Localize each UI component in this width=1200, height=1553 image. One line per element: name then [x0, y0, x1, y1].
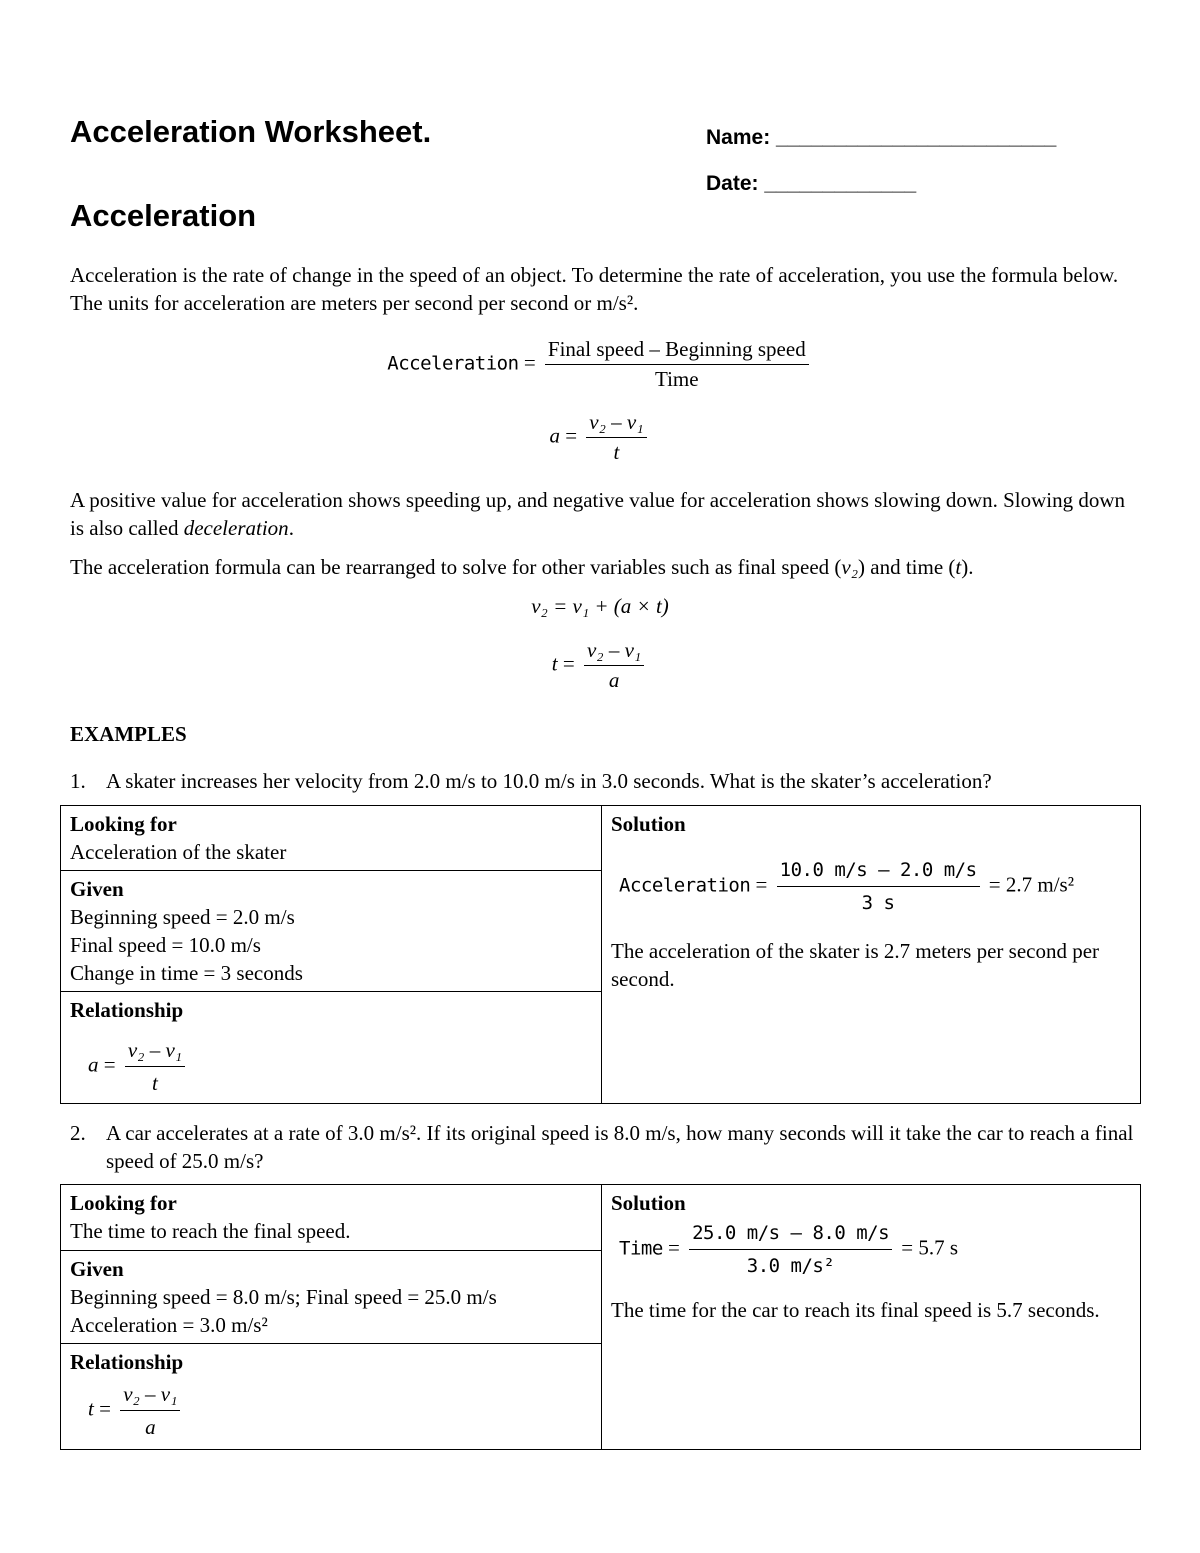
v2-formula: v₂ = v₁ + (a × t)	[531, 594, 669, 618]
example-1-table	[60, 805, 1141, 1104]
example-2-solution-equation	[619, 1219, 1131, 1280]
example-2-looking-for	[61, 1185, 602, 1251]
relationship-numerator: v₂ – v₁	[125, 1036, 185, 1067]
looking-for-value: Acceleration of the skater	[70, 840, 287, 864]
t-formula-numerator: v₂ – v₁	[584, 638, 644, 666]
given-line: Final speed = 10.0 m/s	[70, 933, 261, 957]
t-formula-lhs: t	[551, 651, 558, 676]
sign-text: A positive value for acceleration shows speeding up, and negative value for acceleration shows slowing down. Slowing down is also called	[70, 488, 1125, 540]
rearranged-text-2: ) and time (	[858, 555, 956, 579]
example-1-question	[70, 767, 1140, 795]
example-2-question	[70, 1119, 1166, 1175]
solution-eq-sign: =	[668, 1235, 680, 1260]
given-label: Given	[70, 1257, 124, 1281]
solution-fraction	[689, 1219, 892, 1280]
rearranged-text-1: The acceleration formula can be rearranged to solve for other variables such as final speed (	[70, 555, 842, 579]
name-field[interactable]	[706, 126, 1056, 150]
rearranged-paragraph	[70, 553, 1140, 581]
example-2-table	[60, 1184, 1141, 1450]
relationship-denominator: a	[145, 1415, 156, 1439]
example-2-text: A car accelerates at a rate of 3.0 m/s². If its original speed is 8.0 m/s, how many seconds will it take the car to reach a final speed of 25.0 m/s?	[106, 1121, 1134, 1173]
solution-numerator: 10.0 m/s – 2.0 m/s	[777, 856, 980, 887]
symbol-formula-fraction	[586, 410, 646, 465]
section-heading: Acceleration	[70, 198, 257, 233]
t-formula	[0, 638, 1200, 693]
example-1-relationship	[61, 992, 602, 1104]
relationship-label: Relationship	[70, 998, 184, 1022]
example-2-relationship	[61, 1344, 602, 1450]
relationship-denominator: t	[152, 1071, 158, 1095]
relationship-lhs: t	[88, 1396, 94, 1421]
example-2-solution	[602, 1185, 1141, 1450]
solution-eq-sign: =	[755, 872, 768, 897]
looking-for-label: Looking for	[70, 1191, 177, 1215]
word-formula-eq: =	[523, 350, 536, 375]
symbol-formula	[0, 410, 1200, 465]
solution-label: Solution	[611, 1191, 686, 1215]
looking-for-value: The time to reach the final speed.	[70, 1219, 351, 1243]
word-formula-numerator: Final speed – Beginning speed	[545, 337, 809, 365]
t-formula-denominator: a	[608, 668, 620, 692]
given-line: Acceleration = 3.0 m/s²	[70, 1313, 268, 1337]
t-formula-eq: =	[562, 651, 575, 676]
relationship-label: Relationship	[70, 1350, 184, 1374]
symbol-formula-eq: =	[565, 423, 578, 448]
word-formula	[0, 337, 1200, 392]
name-label: Name:	[706, 126, 771, 149]
symbol-formula-lhs: a	[549, 423, 560, 448]
example-2-given	[61, 1251, 602, 1344]
relationship-lhs: a	[88, 1052, 99, 1077]
solution-lhs: Time	[619, 1237, 663, 1260]
solution-denominator: 3.0 m/s²	[746, 1255, 835, 1277]
rearranged-text-3: ).	[961, 555, 974, 579]
example-1-text: A skater increases her velocity from 2.0 m/s to 10.0 m/s in 3.0 seconds. What is the skater’s acceleration?	[106, 769, 992, 793]
solution-lhs: Acceleration	[619, 874, 751, 897]
solution-result: = 2.7 m/s²	[988, 872, 1075, 897]
example-2-solution-text: The time for the car to reach its final speed is 5.7 seconds.	[611, 1298, 1100, 1322]
example-1-solution	[602, 806, 1141, 1104]
example-1-number: 1.	[70, 769, 86, 793]
relationship-fraction	[125, 1036, 185, 1097]
sign-paragraph: A positive value for acceleration shows speeding up, and negative value for acceleration shows slowing down. Slowing down is also called deceleration.	[70, 488, 1125, 540]
relationship-numerator: v₂ – v₁	[120, 1380, 180, 1411]
relationship-fraction	[120, 1380, 180, 1441]
symbol-formula-numerator: v₂ – v₁	[586, 410, 646, 438]
solution-label: Solution	[611, 812, 686, 836]
rearranged-t: t	[955, 555, 962, 579]
given-label: Given	[70, 877, 124, 901]
looking-for-label: Looking for	[70, 812, 177, 836]
example-1-solution-text: The acceleration of the skater is 2.7 meters per second per second.	[611, 939, 1100, 991]
example-1-looking-for	[61, 806, 602, 871]
word-formula-lhs: Acceleration	[387, 352, 519, 375]
solution-denominator: 3 s	[861, 892, 895, 914]
relationship-eq: =	[99, 1396, 111, 1421]
word-formula-fraction	[545, 337, 809, 392]
given-line: Beginning speed = 2.0 m/s	[70, 905, 295, 929]
relationship-eq: =	[103, 1052, 116, 1077]
solution-result: = 5.7 s	[901, 1235, 959, 1260]
deceleration-term: deceleration	[183, 516, 289, 540]
example-1-solution-equation	[619, 856, 1131, 917]
rearranged-v2: v₂	[841, 555, 859, 579]
given-line: Change in time = 3 seconds	[70, 961, 303, 985]
intro-paragraph: Acceleration is the rate of change in the speed of an object. To determine the rate of acceleration, you use the formula below. The units for acceleration are meters per second per second or m/s².	[70, 263, 1119, 315]
relationship-formula	[88, 1036, 592, 1097]
example-2-number: 2.	[70, 1121, 86, 1145]
name-blank[interactable]: ________________________	[776, 126, 1057, 149]
symbol-formula-denominator: t	[613, 440, 620, 464]
date-field[interactable]	[706, 172, 916, 196]
date-label: Date:	[706, 172, 759, 195]
example-1-given	[61, 871, 602, 992]
worksheet-title: Acceleration Worksheet.	[70, 114, 432, 149]
given-line: Beginning speed = 8.0 m/s; Final speed = 25.0 m/s	[70, 1285, 497, 1309]
examples-heading: EXAMPLES	[70, 722, 187, 746]
date-blank[interactable]: _____________	[764, 172, 917, 195]
word-formula-denominator: Time	[655, 367, 699, 391]
solution-fraction	[777, 856, 980, 917]
relationship-formula	[88, 1380, 592, 1441]
solution-numerator: 25.0 m/s – 8.0 m/s	[689, 1219, 892, 1250]
t-formula-fraction	[584, 638, 644, 693]
